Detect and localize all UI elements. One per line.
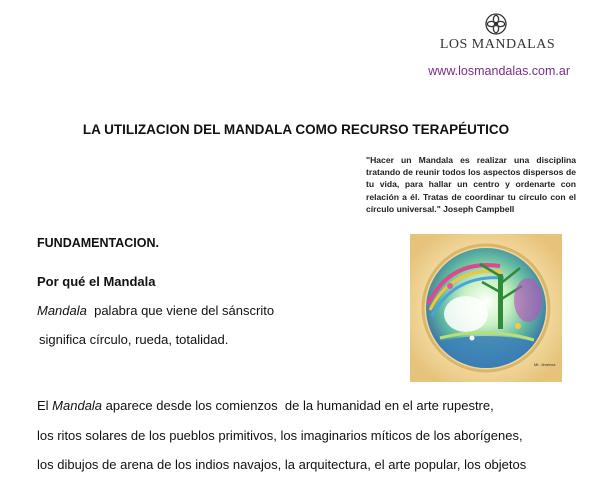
- paragraph-prefix: El: [37, 398, 53, 413]
- paragraph-line-1: [37, 398, 494, 413]
- section-heading: FUNDAMENTACION.: [37, 236, 159, 250]
- definition-line-2: significa círculo, rueda, totalidad.: [39, 332, 229, 347]
- document-title: LA UTILIZACION DEL MANDALA COMO RECURSO TERAPÉUTICO: [82, 122, 510, 137]
- mandala-term: Mandala: [52, 398, 103, 413]
- epigraph-quote: "Hacer un Mandala es realizar una disciplina tratando de reunir todos los aspectos dispersos de tu vida, para hallar un centro y ordenarte con relación a él. Tratas de coordinar tu círculo con el círculo universal." Joseph Campbell: [366, 155, 576, 214]
- definition-text: palabra que viene del sánscrito: [86, 303, 275, 318]
- paragraph-text: aparece desde los comienzos de la humanidad en el arte rupestre,: [102, 398, 494, 413]
- paragraph-line-3: los dibujos de arena de los indios navajos, la arquitectura, el arte popular, los objetos: [37, 457, 527, 472]
- brand-name: LOS MANDALAS: [439, 37, 556, 52]
- definition-line-1: [37, 303, 274, 318]
- website-link[interactable]: www.losmandalas.com.ar: [428, 64, 570, 78]
- mandala-painting: [410, 234, 562, 382]
- paragraph-line-2: los ritos solares de los pueblos primitivos, los imaginarios míticos de los aborígenes,: [37, 428, 523, 443]
- painting-signature: Mt. Jiménez: [534, 362, 556, 367]
- subheading: Por qué el Mandala: [37, 274, 156, 289]
- mandala-flower-icon: [484, 12, 508, 36]
- mandala-term: Mandala: [37, 303, 87, 318]
